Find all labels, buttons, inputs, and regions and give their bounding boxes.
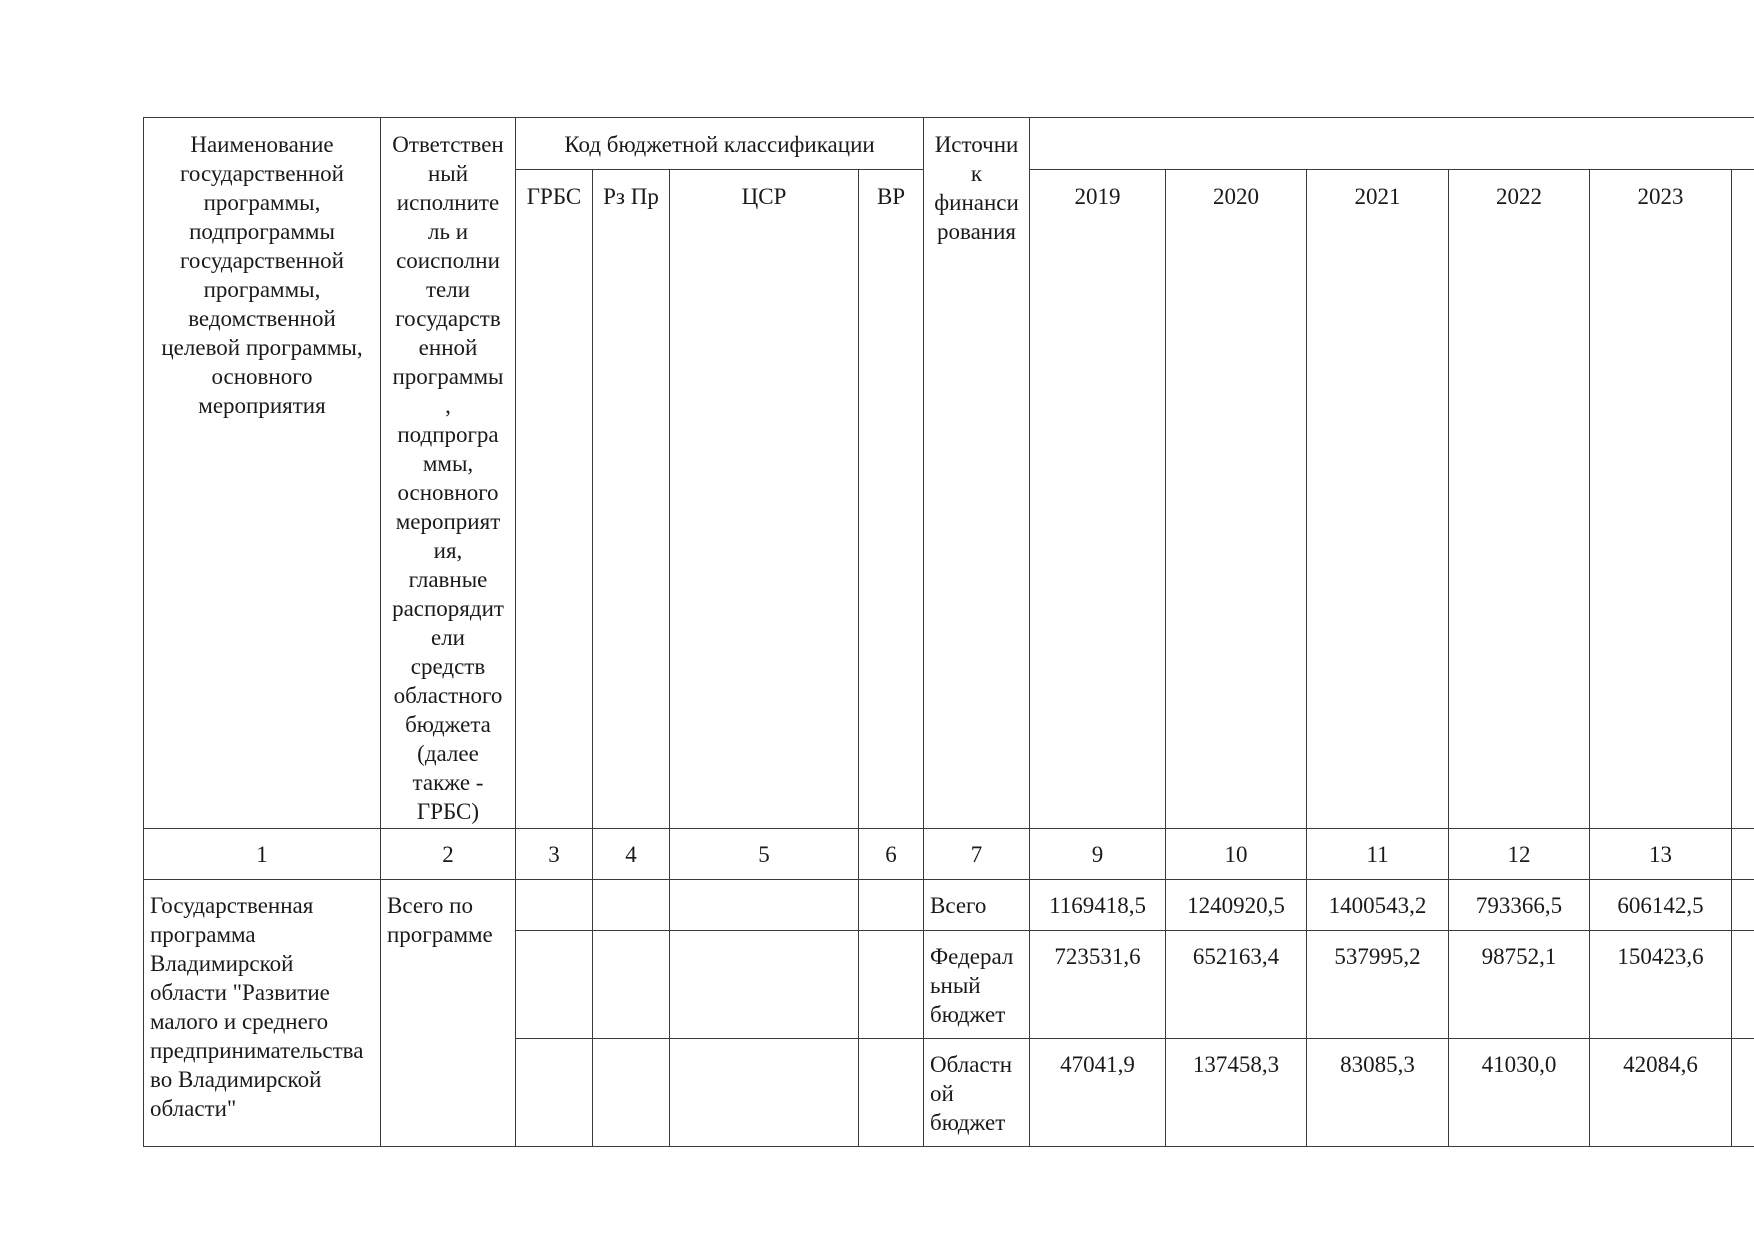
responsible-line: ия, [433,538,463,563]
value-cell [1307,880,1449,931]
source-line: Областн [930,1052,1013,1077]
header-year-next [1732,170,1754,829]
source-line: ой [930,1081,954,1106]
grbs-cell [516,1039,593,1147]
responsible-line: соисполни [396,248,500,273]
col-num-text: 9 [1091,842,1104,867]
responsible-line: ели [431,625,465,650]
source-cell [924,931,1030,1039]
source-header-line: финанси [934,190,1019,215]
column-numbers-row [144,829,1754,880]
col-num-text: 1 [256,842,268,867]
header-source-col [924,118,1030,829]
col-num-6 [859,829,924,880]
responsible-line: ммы, [422,451,474,476]
col-num-2 [381,829,516,880]
header-budget-code-group [516,118,924,170]
year-label: 2019 [1074,184,1121,209]
program-name: Государственная программа Владимирской области "Развитие малого и среднего предпринимательства во Владимирской области" [150,893,364,1121]
header-years-group [1030,118,1754,170]
value-cell-next [1732,931,1754,1039]
col-num-text: 10 [1224,842,1248,867]
header-vr [859,170,924,829]
responsible-line: мероприят [395,509,501,534]
responsible-line: ный [427,161,469,186]
vr-label: ВР [876,184,906,209]
vr-cell [859,931,924,1039]
source-text [930,942,1027,1029]
col-num-11 [1307,829,1449,880]
responsible-line: распорядит [392,596,504,621]
csr-cell [670,1039,859,1147]
responsible-line: областного [393,683,503,708]
col-num-next [1732,829,1754,880]
value-text: 1169418,5 [1049,893,1146,918]
responsible-line: основного [397,480,499,505]
table-row [144,880,1754,931]
value-cell [1590,880,1732,931]
rzpr-cell [593,880,670,931]
col-num-text: 5 [758,842,770,867]
value-cell [1166,1039,1307,1147]
header-row-1 [144,118,1754,170]
grbs-label: ГРБС [526,184,582,209]
col-num-5 [670,829,859,880]
responsible-line: тели [425,277,471,302]
value-text: 1400543,2 [1328,893,1427,918]
col-num-text: 6 [885,842,897,867]
program-responsible: Всего по программе [387,893,493,947]
header-source-text [924,130,1029,246]
header-year-2019 [1030,170,1166,829]
col-num-9 [1030,829,1166,880]
source-cell [924,1039,1030,1147]
col-num-text: 4 [625,842,637,867]
source-header-line: к [970,161,983,186]
responsible-line: ль и [427,219,469,244]
rzpr-cell [593,1039,670,1147]
budget-code-group-label: Код бюджетной классификации [564,132,875,157]
header-name-col [144,118,381,829]
col-num-text: 11 [1366,842,1389,867]
value-cell [1166,880,1307,931]
header-year-2020 [1166,170,1307,829]
header-year-2022 [1449,170,1590,829]
source-line: Всего [930,893,987,918]
value-cell [1590,931,1732,1039]
responsible-line: средств [410,654,486,679]
header-year-2021 [1307,170,1449,829]
program-name-cell [144,880,381,1147]
responsible-line: (далее [417,741,479,766]
value-text: 41030,0 [1481,1052,1557,1077]
source-text [930,891,1027,920]
value-text: 47041,9 [1060,1052,1135,1077]
grbs-cell [516,931,593,1039]
col-num-text: 2 [442,842,454,867]
col-num-3 [516,829,593,880]
year-label: 2020 [1213,184,1260,209]
year-label: 2022 [1496,184,1543,209]
col-num-text: 7 [970,842,983,867]
responsible-line: также - [412,770,484,795]
responsible-line: программы [392,364,504,389]
value-text: 137458,3 [1192,1052,1280,1077]
header-responsible-col [381,118,516,829]
value-cell [1449,880,1590,931]
source-line: бюджет [930,1110,1006,1135]
value-cell [1307,931,1449,1039]
value-cell [1030,931,1166,1039]
header-name-text: Наименование государственной программы, подпрограммы государственной программы, ведомственной целевой программы, основного мероприятия [161,132,363,418]
value-cell-next [1732,1039,1754,1147]
value-cell [1590,1039,1732,1147]
vr-cell [859,1039,924,1147]
rzpr-label: Рз Пр [603,184,659,209]
responsible-line: Ответствен [392,132,504,157]
header-csr [670,170,859,829]
value-text: 42084,6 [1623,1052,1698,1077]
source-line: ьный [930,973,981,998]
year-label: 2023 [1637,184,1684,209]
value-text: 83085,3 [1340,1052,1415,1077]
source-header-line: рования [937,219,1016,244]
value-cell [1307,1039,1449,1147]
col-num-12 [1449,829,1590,880]
source-cell [924,880,1030,931]
value-cell [1449,931,1590,1039]
responsible-line: подпрогра [397,422,499,447]
responsible-line: исполните [396,190,500,215]
source-header-line: Источни [934,132,1019,157]
value-text: 1240920,5 [1187,893,1285,918]
grbs-cell [516,880,593,931]
header-year-2023 [1590,170,1732,829]
vr-cell [859,880,924,931]
col-num-10 [1166,829,1307,880]
year-label: 2021 [1354,184,1401,209]
value-cell-next [1732,880,1754,931]
col-num-7 [924,829,1030,880]
col-num-text: 12 [1507,842,1531,867]
value-text: 793366,5 [1475,893,1563,918]
header-responsible-text [381,130,515,826]
csr-cell [670,931,859,1039]
funding-table [143,117,1754,1147]
source-line: Федерал [930,944,1014,969]
header-rzpr [593,170,670,829]
col-num-13 [1590,829,1732,880]
source-text [930,1050,1027,1137]
value-text: 652163,4 [1192,944,1280,969]
responsible-line: , [445,393,451,418]
value-text: 537995,2 [1334,944,1421,969]
csr-cell [670,880,859,931]
value-text: 98752,1 [1481,944,1557,969]
col-num-1 [144,829,381,880]
responsible-line: ГРБС) [416,799,480,824]
col-num-text: 13 [1649,842,1673,867]
program-responsible-cell [381,880,516,1147]
rzpr-cell [593,931,670,1039]
responsible-line: бюджета [405,712,491,737]
responsible-line: енной [418,335,478,360]
col-num-4 [593,829,670,880]
value-cell [1449,1039,1590,1147]
value-text: 606142,5 [1617,893,1704,918]
header-grbs [516,170,593,829]
responsible-line: главные [408,567,488,592]
source-line: бюджет [930,1002,1006,1027]
col-num-text: 3 [548,842,560,867]
value-text: 150423,6 [1617,944,1704,969]
csr-label: ЦСР [741,184,787,209]
responsible-line: государств [395,306,501,331]
value-text: 723531,6 [1054,944,1141,969]
value-cell [1166,931,1307,1039]
value-cell [1030,1039,1166,1147]
value-cell [1030,880,1166,931]
